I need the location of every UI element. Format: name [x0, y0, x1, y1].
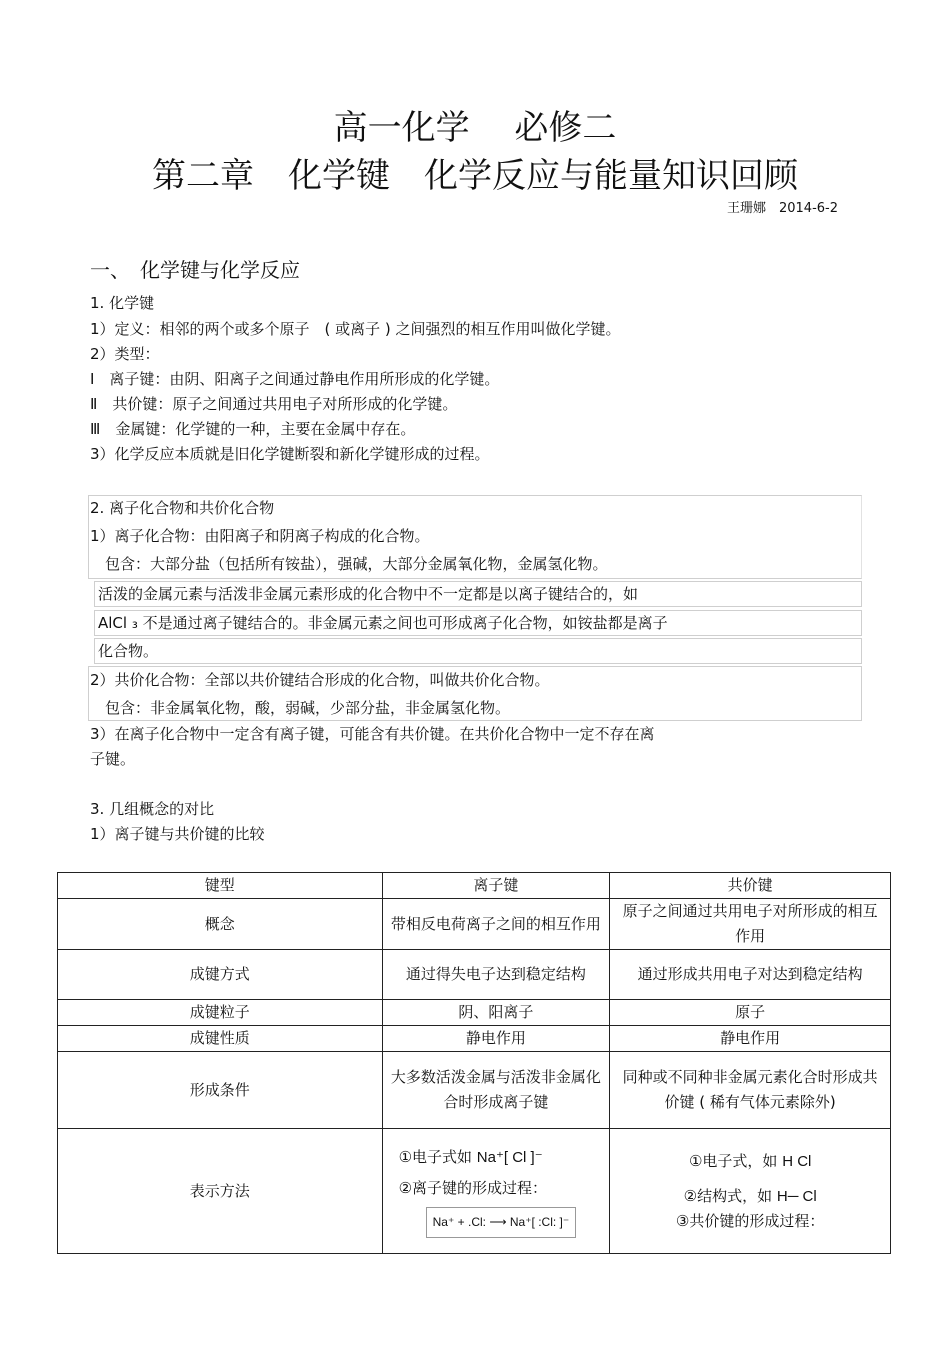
table-cell: 大多数活泼金属与活泼非金属化合时形成离子键: [382, 1052, 610, 1129]
table-header-row: [58, 873, 891, 899]
table-row: [58, 950, 891, 1000]
structural-formula-line: ②结构式，如 H─ Cl: [683, 1186, 817, 1205]
table-cell: 概念: [58, 899, 383, 950]
table-cell: 阴、阳离子: [382, 1000, 610, 1026]
text-line: 化合物。: [98, 642, 159, 660]
text-line: 包含：非金属氧化物，酸，弱碱，少部分盐，非金属氢化物。: [90, 699, 511, 717]
text-line: Ⅱ 共价键：原子之间通过共用电子对所形成的化学键。: [90, 395, 458, 413]
text-line: 2）类型：: [90, 345, 160, 363]
text-line: 2. 离子化合物和共价化合物: [90, 499, 275, 517]
table-row: [58, 1000, 891, 1026]
table-cell: 原子: [610, 1000, 891, 1026]
author-date: 王珊娜 2014-6-2: [726, 201, 838, 216]
text-line: 3）化学反应本质就是旧化学键断裂和新化学键形成的过程。: [90, 445, 490, 463]
text-line: Ⅲ 金属键：化学键的一种，主要在金属中存在。: [90, 420, 416, 438]
covalent-formation-label: ③共价键的形成过程：: [675, 1211, 825, 1230]
table-cell: 静电作用: [382, 1026, 610, 1052]
table-row: [58, 1129, 891, 1254]
text-line: 2）共价化合物：全部以共价键结合形成的化合物，叫做共价化合物。: [90, 671, 550, 689]
text-line: 子键。: [90, 750, 136, 768]
page-title: 高一化学 必修二: [333, 108, 617, 148]
text-line: AlCl ₃ 不是通过离子键结合的。非金属元素之间也可形成离子化合物，如铵盐都是离子: [98, 614, 668, 632]
formation-process-label: ②离子键的形成过程：: [398, 1178, 548, 1197]
text-line: Ⅰ 离子键：由阴、阳离子之间通过静电作用所形成的化学键。: [90, 370, 500, 388]
text-line: 1）离子化合物：由阳离子和阴离子构成的化合物。: [90, 527, 430, 545]
table-header-cell: 离子键: [382, 873, 610, 899]
comparison-table: [57, 872, 891, 1254]
table-cell: 表示方法: [58, 1129, 383, 1254]
text-line: 1）定义：相邻的两个或多个原子 ( 或离子 ) 之间强烈的相互作用叫做化学键。: [90, 320, 621, 338]
table-cell: 通过得失电子达到稳定结构: [382, 950, 610, 1000]
table-cell: [610, 1129, 891, 1254]
table-cell: 成键方式: [58, 950, 383, 1000]
structural-formula: H─ Cl: [776, 1187, 817, 1205]
covalent-electron-formula-line: ①电子式，如 H Cl: [688, 1151, 812, 1170]
table-cell: 带相反电荷离子之间的相互作用: [382, 899, 610, 950]
table-cell: 成键性质: [58, 1026, 383, 1052]
table-cell: 同种或不同种非金属元素化合时形成共价键 ( 稀有气体元素除外): [610, 1052, 891, 1129]
electron-formula-line: ①电子式如 Na⁺[ Cl ]⁻: [398, 1147, 543, 1166]
text-box: [94, 638, 862, 664]
ionic-formation-equation: Na⁺ + .Cl: ⟶ Na⁺[ :Cl: ]⁻: [426, 1207, 577, 1238]
table-header-cell: 共价键: [610, 873, 891, 899]
covalent-electron-formula: H Cl: [782, 1152, 812, 1170]
text-line: 3）在离子化合物中一定含有离子键，可能含有共价键。在共价化合物中一定不存在离: [90, 725, 655, 743]
ionic-electron-formula: Na⁺[ Cl ]⁻: [476, 1148, 543, 1166]
table-cell: 通过形成共用电子对达到稳定结构: [610, 950, 891, 1000]
table-cell: 静电作用: [610, 1026, 891, 1052]
text-line: 1. 化学键: [90, 294, 155, 312]
table-cell: [382, 1129, 610, 1254]
page-subtitle: 第二章 化学键 化学反应与能量知识回顾: [152, 156, 798, 196]
text-line: 3. 几组概念的对比: [90, 800, 215, 818]
text-line: 1）离子键与共价键的比较: [90, 825, 265, 843]
table-cell: 形成条件: [58, 1052, 383, 1129]
table-row: [58, 1052, 891, 1129]
section-heading: 一、 化学键与化学反应: [90, 258, 300, 282]
table-row: [58, 899, 891, 950]
table-cell: 成键粒子: [58, 1000, 383, 1026]
table-cell: 原子之间通过共用电子对所形成的相互作用: [610, 899, 891, 950]
table-row: [58, 1026, 891, 1052]
text-line: 包含：大部分盐（包括所有铵盐），强碱，大部分金属氧化物，金属氢化物。: [90, 555, 608, 573]
text-line: 活泼的金属元素与活泼非金属元素形成的化合物中不一定都是以离子键结合的，如: [98, 585, 639, 603]
table-header-cell: 键型: [58, 873, 383, 899]
